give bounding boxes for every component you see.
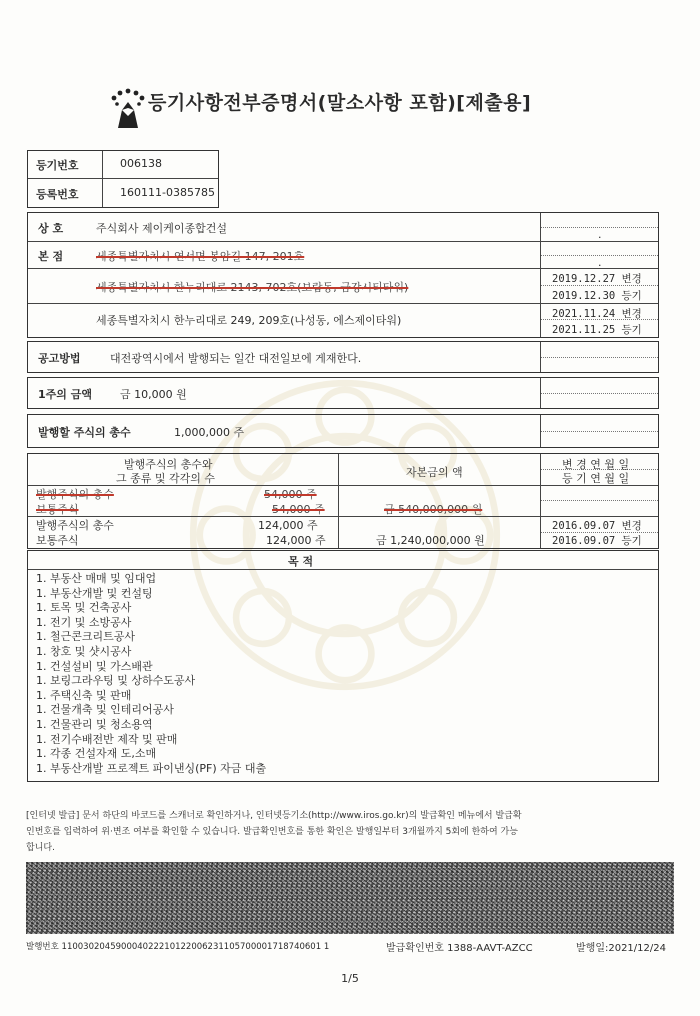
registration-no-value: 160111-0385785 xyxy=(120,186,215,199)
purpose-item: 1. 토목 및 건축공사 xyxy=(36,601,132,615)
office-3-reg-date: 2021.11.25 등기 xyxy=(552,324,642,336)
old-common-shares-label: 보통주식 xyxy=(36,503,79,516)
new-capital-value: 금 1,240,000,000 원 xyxy=(376,534,485,547)
registry-number-box xyxy=(27,150,219,208)
purpose-item: 1. 전기수배전반 제작 및 판매 xyxy=(36,732,178,746)
purpose-item: 1. 건설설비 및 가스배관 xyxy=(36,659,153,673)
change-date-header: 변 경 연 월 일 xyxy=(562,458,630,471)
purpose-item: 1. 건물개축 및 인테리어공사 xyxy=(36,703,174,717)
office-3-change-date: 2021.11.24 변경 xyxy=(552,308,642,320)
share-value-box xyxy=(27,377,659,409)
reg-date-header: 등 기 연 월 일 xyxy=(562,472,630,485)
head-office-label: 본 점 xyxy=(38,250,64,263)
new-common-shares-value: 124,000 주 xyxy=(266,534,326,547)
share-value-label: 1주의 금액 xyxy=(38,388,92,401)
new-total-shares-label: 발행주식의 총수 xyxy=(36,519,114,532)
court-seal-logo-icon xyxy=(108,88,148,130)
page-title: 등기사항전부증명서(말소사항 포함)[제출용] xyxy=(148,92,532,114)
old-total-shares-value: 54,000 주 xyxy=(264,488,317,501)
registration-no-label: 등록번호 xyxy=(36,188,79,201)
purpose-item: 1. 보링그라우팅 및 상하수도공사 xyxy=(36,674,196,688)
new-common-shares-label: 보통주식 xyxy=(36,534,79,547)
share-value-value: 금 10,000 원 xyxy=(120,388,187,401)
purpose-item: 1. 각종 건설자재 도,소매 xyxy=(36,747,157,761)
notice-method-box xyxy=(27,341,659,373)
shares-reg-date: 2016.09.07 등기 xyxy=(552,535,642,547)
page-number: 1/5 xyxy=(341,972,359,985)
company-name-label: 상 호 xyxy=(38,222,64,235)
registry-no-label: 등기번호 xyxy=(36,159,79,172)
issue-number: 발행번호 110030204590004022210122006231105700001718740601 1 xyxy=(26,942,330,952)
notice-method-value: 대전광역시에서 발행되는 일간 대전일보에 게재한다. xyxy=(110,352,362,365)
shares-capital-table xyxy=(27,453,659,549)
issue-date: 발행일:2021/12/24 xyxy=(576,943,666,954)
shares-header-line-2: 그 종류 및 각각의 수 xyxy=(116,472,215,485)
new-total-shares-value: 124,000 주 xyxy=(258,519,318,532)
purpose-item: 1. 창호 및 샷시공사 xyxy=(36,645,132,658)
authorized-shares-value: 1,000,000 주 xyxy=(174,426,245,439)
purpose-item: 1. 전기 및 소방공사 xyxy=(36,615,132,629)
head-office-old-1: 세종특별자치시 연서면 봉암길 147, 201호 xyxy=(96,250,305,263)
notice-line: [인터넷 발급] 문서 하단의 바코드를 스캐너로 확인하거나, 인터넷등기소(http://www.iros.go.kr)의 발급확인 메뉴에서 발급확 xyxy=(26,811,522,821)
purpose-item: 1. 부동산개발 및 컨설팅 xyxy=(36,586,153,600)
office-2-change-date: 2019.12.27 변경 xyxy=(552,273,642,285)
shares-header-line-1: 발행주식의 총수와 xyxy=(124,458,213,471)
old-capital-value: 금 540,000,000 원 xyxy=(384,503,483,516)
purpose-item: 1. 철근콘크리트공사 xyxy=(36,630,135,644)
company-name-value: 주식회사 제이케이종합건설 xyxy=(96,222,228,235)
capital-header: 자본금의 액 xyxy=(406,466,463,479)
old-common-shares-value: 54,000 주 xyxy=(272,503,325,516)
company-office-box xyxy=(27,212,659,338)
shares-change-date: 2016.09.07 변경 xyxy=(552,520,642,532)
security-barcode xyxy=(26,862,674,934)
purpose-header: 목 적 xyxy=(288,555,314,568)
notice-line: 인번호를 입력하여 위·변조 여부를 확인할 수 있습니다. 발급확인번호를 통한 확인은 발행일부터 3개월까지 5회에 한하여 가능 xyxy=(26,827,518,837)
purpose-item: 1. 주택신축 및 판매 xyxy=(36,688,132,702)
internet-issuance-notice xyxy=(26,808,674,856)
purpose-item: 1. 부동산 매매 및 임대업 xyxy=(36,572,157,585)
purpose-item: 1. 부동산개발 프로젝트 파이낸싱(PF) 자금 대출 xyxy=(36,761,267,775)
registry-no-value: 006138 xyxy=(120,157,162,170)
confirm-number: 발급확인번호 1388-AAVT-AZCC xyxy=(386,943,533,954)
dot-mark: . xyxy=(598,228,602,241)
head-office-current: 세종특별자치시 한누리대로 249, 209호(나성동, 에스제이타워) xyxy=(96,314,402,327)
purpose-item: 1. 건물관리 및 청소용역 xyxy=(36,718,153,731)
authorized-shares-label: 발행할 주식의 총수 xyxy=(38,426,131,439)
dot-mark: . xyxy=(598,256,602,269)
old-total-shares-label: 발행주식의 총수 xyxy=(36,488,114,501)
authorized-shares-box xyxy=(27,414,659,448)
office-2-reg-date: 2019.12.30 등기 xyxy=(552,290,642,302)
head-office-old-2: 세종특별자치시 한누리대로 2143, 702호(보람동, 금강시티타워) xyxy=(96,281,409,294)
notice-method-label: 공고방법 xyxy=(38,352,81,365)
notice-line: 합니다. xyxy=(26,843,55,853)
